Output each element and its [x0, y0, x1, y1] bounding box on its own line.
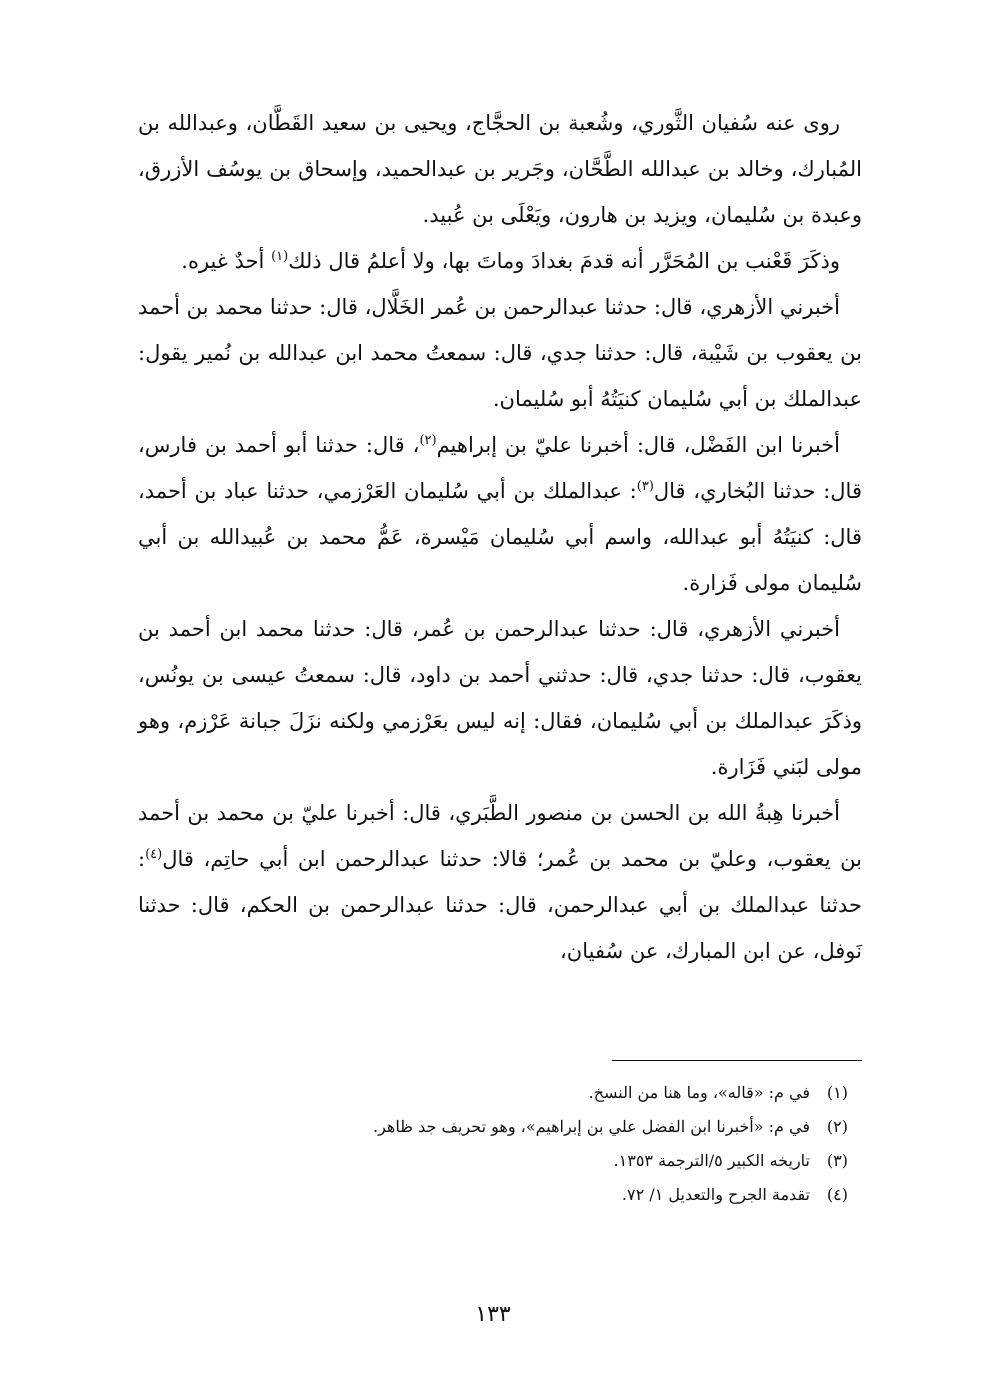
footnote-1 — [138, 1076, 862, 1110]
footnote-text: تاريخه الكبير ٥/الترجمة ١٣٥٣. — [613, 1151, 810, 1170]
footnotes — [138, 1076, 862, 1212]
paragraph-3: أخبرني الأزهري، قال: حدثنا عبدالرحمن بن عُمر الخَلَّال، قال: حدثنا محمد بن أحمد بن يعقوب بن شَيْبة، قال: حدثنا جدي، قال: سمعتُ محمد ابن عبدالله بن نُمير يقول: عبدالملك بن أبي سُليمان كنيَتُهُ أبو سُليمان. — [138, 295, 862, 411]
paragraph-1: روى عنه سُفيان الثَّوري، وشُعبة بن الحجَّاج، ويحيى بن سعيد القَطَّان، وعبدالله بن المُبارك، وخالد بن عبدالله الطَّحَّان، وجَرير بن عبدالحميد، وإسحاق بن يوسُف الأزرق، وعبدة بن سُليمان، ويزيد بن هارون، ويَعْلَى بن عُبيد. — [138, 111, 862, 227]
footnote-text: في م: «قاله»، وما هنا من النسخ. — [588, 1083, 810, 1102]
footnote-separator — [612, 1060, 862, 1061]
paragraph-5: أخبرني الأزهري، قال: حدثنا عبدالرحمن بن عُمر، قال: حدثنا محمد ابن أحمد بن يعقوب، قال: حدثنا جدي، قال: حدثني أحمد بن داود، قال: سمعتُ عيسى بن يونُس، وذكَرَ عبدالملك بن أبي سُليمان، فقال: إنه ليس بعَرْزمي ولكنه نزَلَ جبانة عَرْزم، وهو مولى لبَني فَزَارة. — [138, 617, 862, 779]
footnote-2 — [138, 1110, 862, 1144]
footnote-text: تقدمة الجرح والتعديل ١/ ٧٢. — [621, 1185, 810, 1204]
footnote-ref-3: (٣) — [636, 479, 654, 494]
footnote-number: (١) — [826, 1083, 848, 1102]
main-text — [138, 100, 862, 974]
paragraph-2: وذكَرَ قَعْنب بن المُحَرَّر أنه قدمَ بغدادَ وماتَ بها، ولا أعلمُ قال ذلك$^{(١)}$ أحدٌ غيره. — [181, 249, 840, 273]
footnote-ref-4: (٤) — [145, 847, 163, 862]
footnote-4 — [138, 1178, 862, 1212]
footnote-number: (٤) — [826, 1185, 848, 1204]
footnote-ref-2: (٢) — [419, 433, 437, 448]
footnote-3 — [138, 1144, 862, 1178]
page-number: ١٣٣ — [475, 1302, 511, 1327]
paragraph-4: أخبرنا ابن الفَضْل، قال: أخبرنا عليّ بن إبراهيم$^{(٢)}$، قال: حدثنا أبو أحمد بن فارس، قال: حدثنا البُخاري، قال$^{(٣)}$: عبدالملك بن أبي سُليمان العَرْزمي، حدثنا عباد بن أحمد، قال: كنيَتُهُ أبو عبدالله، واسم أبي سُليمان مَيْسرة، عَمُّ محمد بن عُبيدالله بن أبي سُليمان مولى فَزارة. — [138, 433, 862, 595]
footnote-number: (٣) — [826, 1151, 848, 1170]
footnote-ref-1: (١) — [271, 249, 289, 264]
footnote-text: في م: «أخبرنا ابن الفضل علي بن إبراهيم»، وهو تحريف جد ظاهر. — [373, 1117, 810, 1136]
paragraph-6: أخبرنا هِبةُ الله بن الحسن بن منصور الطَّبَري، قال: أخبرنا عليّ بن محمد بن أحمد بن يعقوب، وعليّ بن محمد بن عُمر؛ قالا: حدثنا عبدالرحمن ابن أبي حاتِم، قال$^{(٤)}$: حدثنا عبدالملك بن أبي عبدالرحمن، قال: حدثنا عبدالرحمن بن الحكم، قال: حدثنا نَوفل، عن ابن المبارك، عن سُفيان، — [138, 801, 862, 963]
footnote-number: (٢) — [826, 1117, 848, 1136]
